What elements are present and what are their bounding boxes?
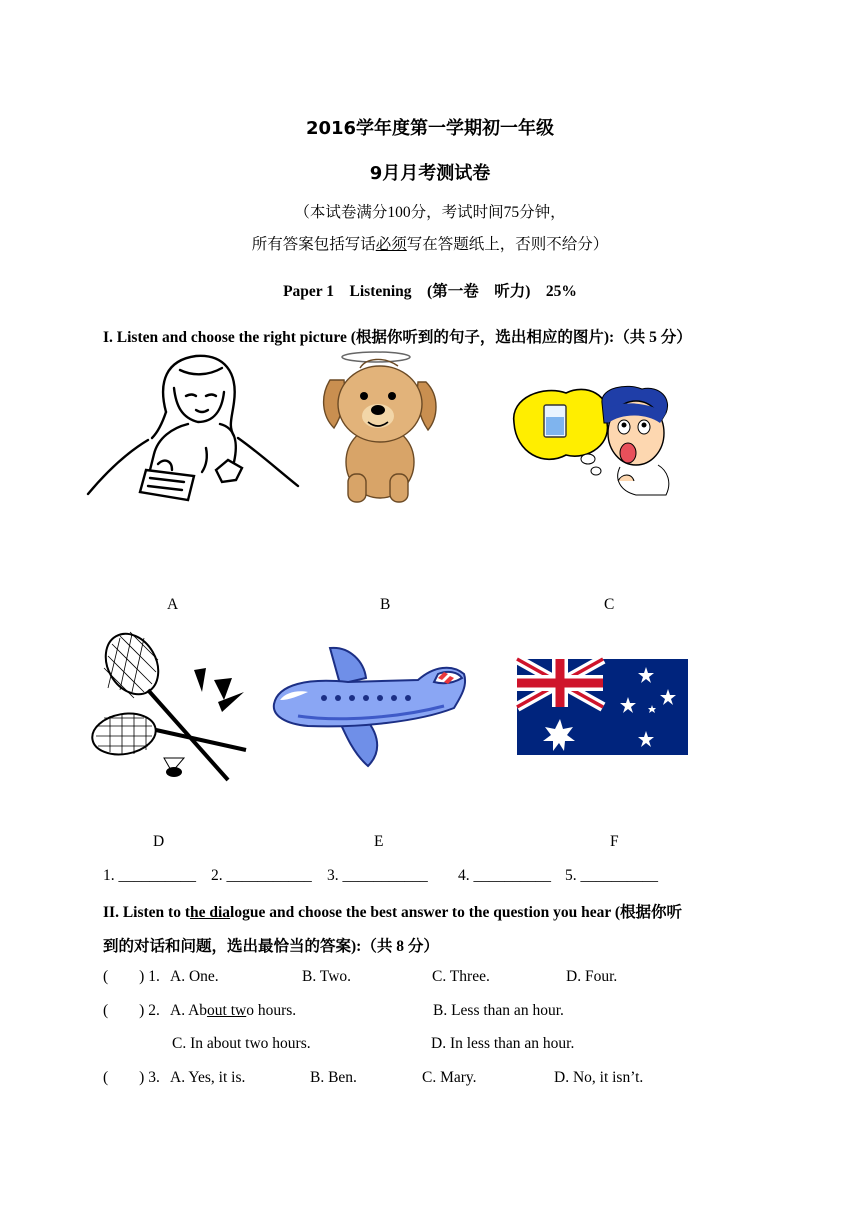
page-subtitle: 9月月考测试卷 — [369, 163, 491, 184]
question-2-option-a — [170, 1002, 296, 1020]
question-2-prefix[interactable]: ( ) 2. — [103, 1002, 160, 1019]
answer-blank-3[interactable]: 3. ___________ — [327, 867, 428, 884]
picture-label-e: E — [374, 833, 384, 850]
question-2-option-d: D. In less than an hour. — [431, 1035, 575, 1052]
picture-label-b: B — [380, 596, 391, 613]
paper-heading: Paper 1 Listening (第一卷 听力) 25% — [283, 283, 577, 300]
picture-label-d: D — [153, 833, 165, 850]
australia-flag-icon — [517, 659, 688, 755]
exam-note-line1: （本试卷满分100分，考试时间75分钟， — [294, 204, 566, 221]
section2-heading-line2: 到的对话和问题，选出最恰当的答案):（共 8 分） — [103, 938, 439, 955]
heading-text: logue and choose the best answer to the question you hear (根据你听 — [230, 904, 683, 921]
option-text: A. Ab — [170, 1002, 208, 1019]
dog-icon — [322, 350, 442, 505]
question-2-option-b: B. Less than an hour. — [433, 1002, 564, 1019]
option-underlined-text: out tw — [207, 1002, 247, 1019]
heading-underlined-text: he dia — [189, 904, 231, 921]
answer-blank-4[interactable]: 4. __________ — [458, 867, 551, 884]
question-3-prefix[interactable]: ( ) 3. — [103, 1069, 160, 1086]
badminton-icon — [90, 630, 258, 786]
heading-text: II. Listen to t — [103, 904, 190, 921]
question-1-option-d: D. Four. — [566, 968, 618, 985]
note-text: 所有答案包括写话 — [251, 236, 376, 253]
section2-heading — [103, 900, 682, 922]
page-title: 2016学年度第一学期初一年级 — [305, 118, 555, 139]
question-3-option-b: B. Ben. — [310, 1069, 357, 1086]
question-1-prefix[interactable]: ( ) 1. — [103, 968, 160, 985]
picture-label-c: C — [604, 596, 615, 613]
question-2-option-c: C. In about two hours. — [172, 1035, 311, 1052]
option-text: o hours. — [246, 1002, 297, 1019]
question-1-option-b: B. Two. — [302, 968, 352, 985]
answer-blank-1[interactable]: 1. __________ — [103, 867, 196, 884]
note-text: 写在答题纸上，否则不给分） — [406, 236, 609, 253]
question-3-option-c: C. Mary. — [422, 1069, 477, 1086]
answer-blank-2[interactable]: 2. ___________ — [211, 867, 312, 884]
section1-heading: I. Listen and choose the right picture (根据你听到的句子，选出相应的图片):（共 5 分） — [103, 329, 692, 346]
picture-label-a: A — [167, 596, 179, 613]
question-1-option-a: A. One. — [170, 968, 219, 985]
exam-note-line2 — [0, 232, 860, 254]
girl-writing-icon — [88, 352, 300, 502]
airplane-icon — [268, 644, 472, 770]
picture-label-f: F — [610, 833, 619, 850]
answer-blank-5[interactable]: 5. __________ — [565, 867, 658, 884]
note-underlined-text: 必须 — [375, 236, 407, 253]
thirsty-boy-icon — [510, 383, 680, 498]
question-3-option-a: A. Yes, it is. — [170, 1069, 246, 1086]
question-3-option-d: D. No, it isn’t. — [554, 1069, 644, 1086]
question-1-option-c: C. Three. — [432, 968, 490, 985]
